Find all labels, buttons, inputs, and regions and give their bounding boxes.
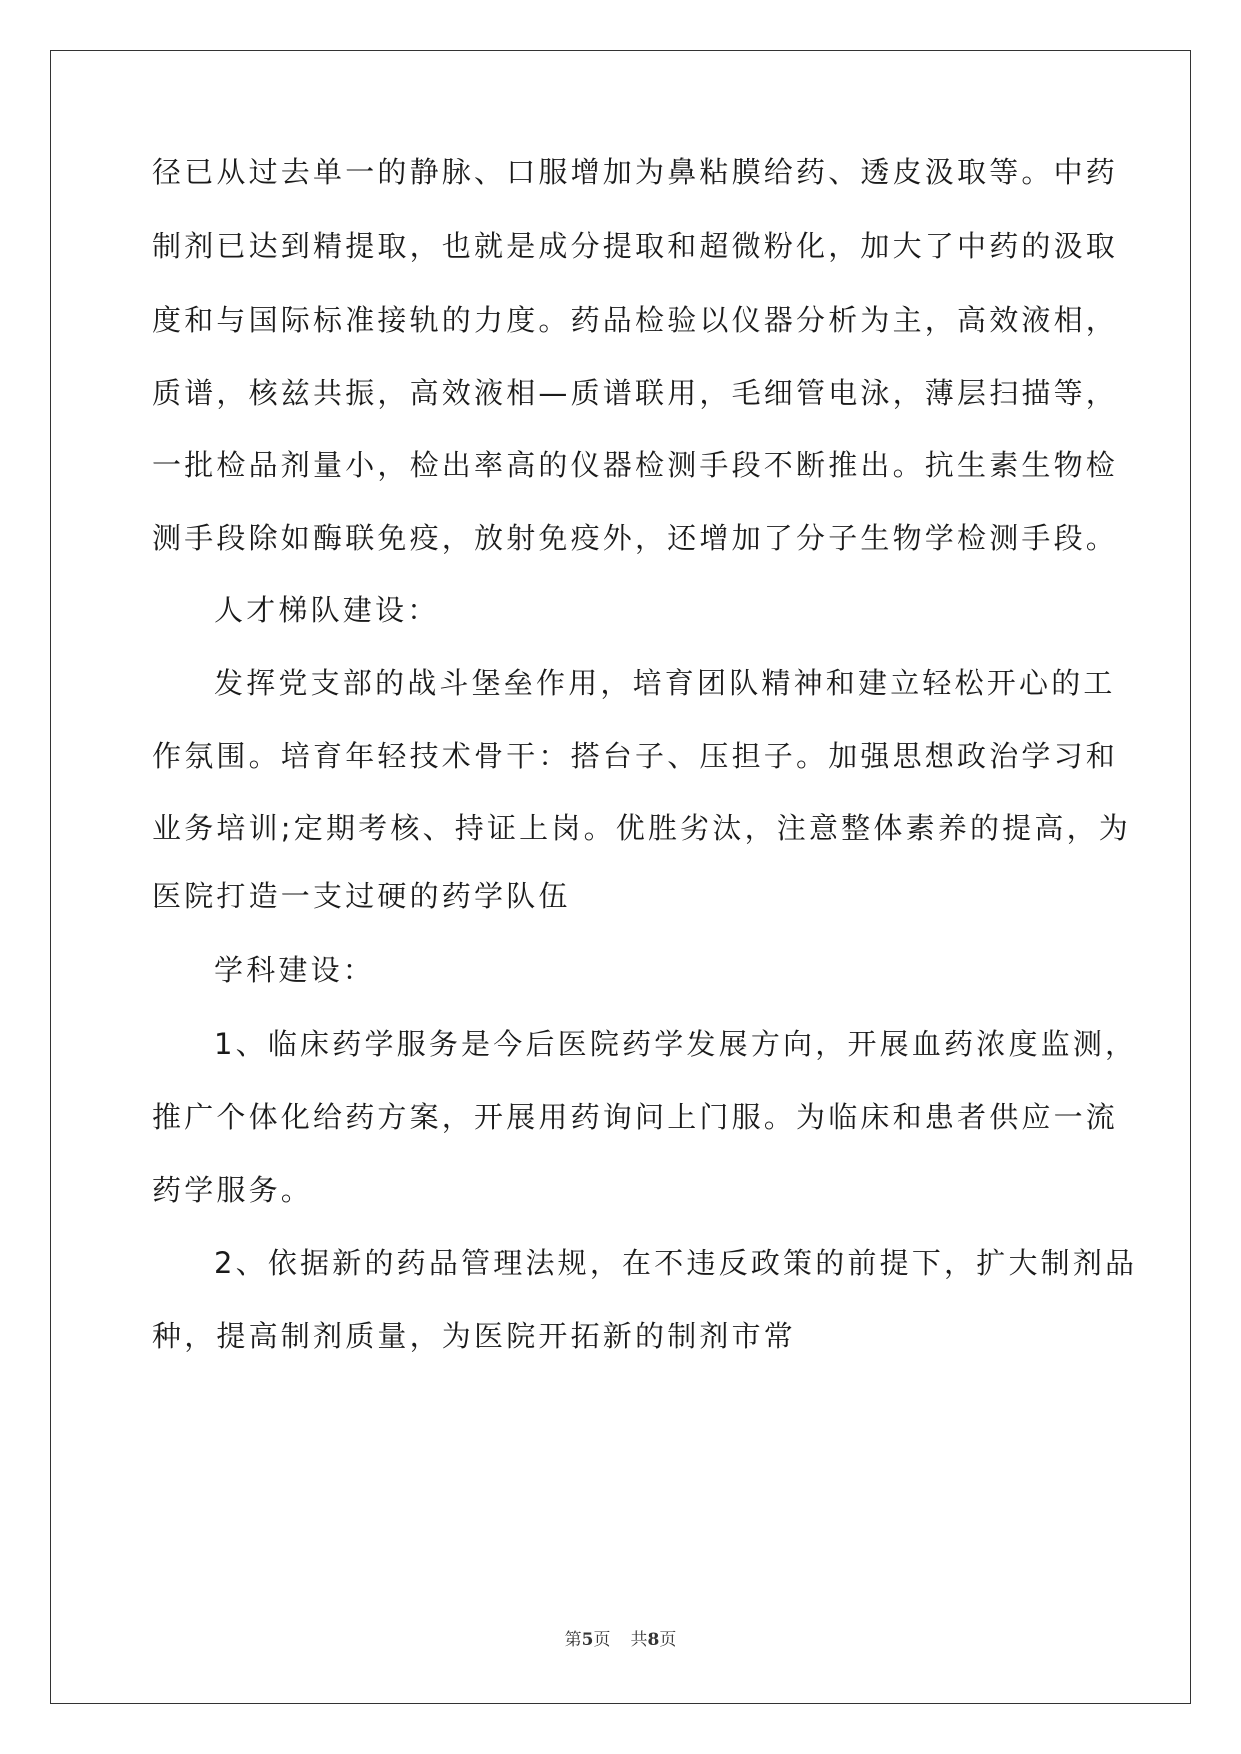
footer-total-prefix: 共 [630, 1630, 648, 1650]
text-line: 药学服务。 [152, 1173, 314, 1207]
footer-prefix: 第 [564, 1630, 582, 1650]
section-heading-talent: 人才梯队建设： [214, 593, 440, 627]
text-line: 医院打造一支过硬的药学队伍 [152, 879, 571, 913]
text-line: 测手段除如酶联免疫，放射免疫外，还增加了分子生物学检测手段。 [152, 521, 1119, 555]
text-line: 作氛围。培育年轻技术骨干：搭台子、压担子。加强思想政治学习和 [152, 739, 1119, 773]
total-pages-number: 8 [647, 1630, 660, 1650]
text-line: 质谱，核兹共振，高效液相—质谱联用，毛细管电泳，薄层扫描等， [152, 376, 1119, 410]
page-footer [0, 1625, 1241, 1650]
text-line: 制剂已达到精提取，也就是成分提取和超微粉化，加大了中药的汲取 [152, 229, 1119, 263]
text-line: 业务培训;定期考核、持证上岗。优胜劣汰，注意整体素养的提高，为 [152, 811, 1131, 845]
section-heading-discipline: 学科建设： [214, 953, 376, 987]
footer-page-suffix: 页 [593, 1630, 611, 1650]
text-line: 推广个体化给药方案，开展用药询问上门服。为临床和患者供应一流 [152, 1100, 1119, 1134]
text-line: 度和与国际标准接轨的力度。药品检验以仪器分析为主，高效液相， [152, 303, 1119, 337]
current-page-number: 5 [581, 1630, 594, 1650]
footer-total-suffix: 页 [659, 1630, 677, 1650]
text-line: 一批检品剂量小，检出率高的仪器检测手段不断推出。抗生素生物检 [152, 448, 1119, 482]
text-line: 发挥党支部的战斗堡垒作用，培育团队精神和建立轻松开心的工 [214, 666, 1116, 700]
text-line: 种，提高制剂质量，为医院开拓新的制剂市常 [152, 1319, 797, 1353]
text-line: 2、依据新的药品管理法规，在不违反政策的前提下，扩大制剂品 [214, 1246, 1138, 1280]
text-line: 1、临床药学服务是今后医院药学发展方向，开展血药浓度监测， [214, 1027, 1138, 1061]
text-line: 径已从过去单一的静脉、口服增加为鼻粘膜给药、透皮汲取等。中药 [152, 155, 1119, 189]
